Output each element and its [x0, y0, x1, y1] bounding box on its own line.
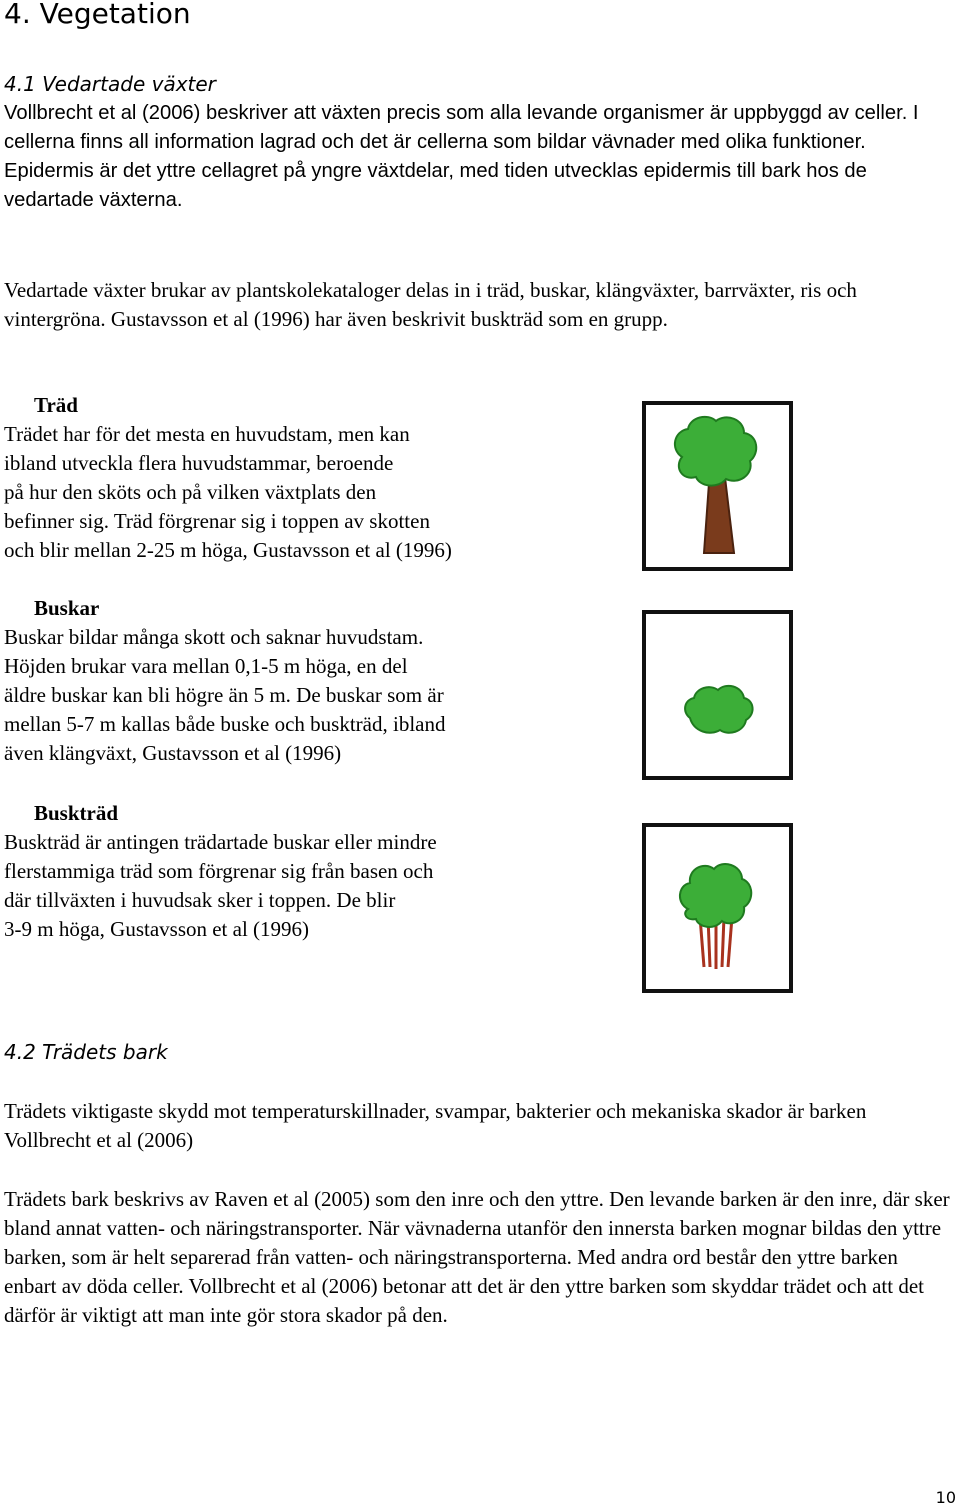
heading-trad: Träd [34, 393, 78, 417]
shrub-illustration [642, 610, 793, 780]
shrub-tree-icon [646, 827, 789, 989]
text-busktrad [4, 828, 564, 944]
text-line: Buskträd är antingen trädartade buskar eller mindre [4, 830, 437, 854]
text-line: Buskar bildar många skott och saknar huvudstam. [4, 625, 424, 649]
text-buskar [4, 623, 564, 768]
text-line: mellan 5-7 m kallas både buske och buskträd, ibland [4, 712, 446, 736]
text-line: Höjden brukar vara mellan 0,1-5 m höga, en del [4, 654, 408, 678]
heading-busktrad: Buskträd [34, 801, 119, 825]
text-line: där tillväxten i huvudsak sker i toppen. De blir [4, 888, 396, 912]
paragraph-intro: Vollbrecht et al (2006) beskriver att växten precis som alla levande organismer är uppbyggd av celler. I cellerna finns all information lagrad och det är cellerna som bildar vävnader med olika funktioner. Epidermis är det yttre cellagret på yngre växtdelar, med tiden utvecklas epidermis till bark hos de vedartade växterna. [4, 102, 919, 211]
subsection-title-bark: 4.2 Trädets bark [4, 1040, 168, 1064]
text-line: även klängväxt, Gustavsson et al (1996) [4, 741, 342, 765]
text-line: flerstammiga träd som förgrenar sig från basen och [4, 859, 434, 883]
page-number: 10 [935, 1488, 956, 1507]
text-line: på hur den sköts och på vilken växtplats den [4, 480, 377, 504]
shrub-tree-illustration [642, 823, 793, 993]
text-line: 3-9 m höga, Gustavsson et al (1996) [4, 917, 310, 941]
text-trad [4, 420, 564, 565]
text-line: ibland utveckla flera huvudstammar, beroende [4, 451, 394, 475]
text-line: och blir mellan 2-25 m höga, Gustavsson et al (1996) [4, 538, 452, 562]
tree-illustration [642, 401, 793, 571]
shrub-icon [646, 614, 789, 776]
section-title: 4. Vegetation [4, 0, 191, 30]
subsection-title-vedartade: 4.1 Vedartade växter [4, 72, 216, 96]
paragraph-bark-protection: Trädets viktigaste skydd mot temperaturskillnader, svampar, bakterier och mekaniska skador är barken Vollbrecht et al (2006) [4, 1099, 867, 1152]
paragraph-categories: Vedartade växter brukar av plantskolekataloger delas in i träd, buskar, klängväxter, barrväxter, ris och vintergröna. Gustavsson et al (1996) har även beskrivit buskträd som en grupp. [4, 278, 857, 331]
paragraph-bark-structure: Trädets bark beskrivs av Raven et al (2005) som den inre och den yttre. Den levande barken är den inre, där sker bland annat vatten- och näringstransporter. När vävnaderna utanför den innersta barken mognar bildas den yttre barken, som är helt separerad från vatten- och näringstransporterna. Med andra ord består den yttre barken enbart av döda celler. Vollbrecht et al (2006) betonar att det är den yttre barken som skyddar trädet och att det därför är viktigt att man inte gör stora skador på den. [4, 1187, 950, 1327]
text-line: äldre buskar kan bli högre än 5 m. De buskar som är [4, 683, 444, 707]
text-line: Trädet har för det mesta en huvudstam, men kan [4, 422, 410, 446]
tree-icon [646, 405, 789, 567]
text-line: befinner sig. Träd förgrenar sig i toppen av skotten [4, 509, 430, 533]
heading-buskar: Buskar [34, 596, 100, 620]
